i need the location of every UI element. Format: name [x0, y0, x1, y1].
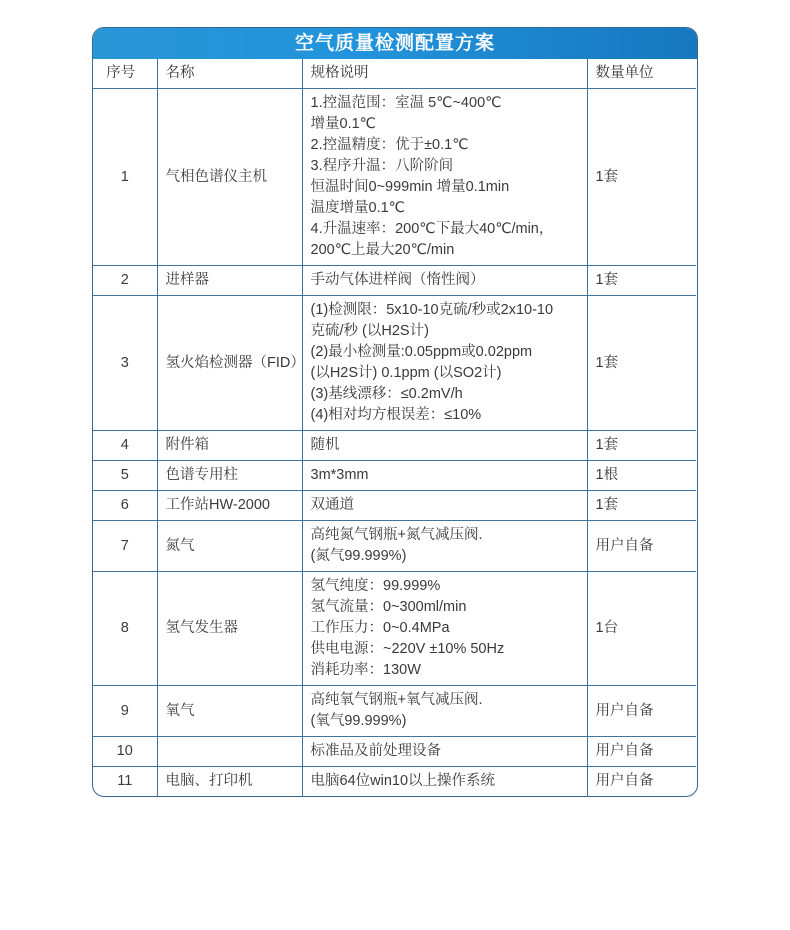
- spec-line: 电脑64位win10以上操作系统: [310, 773, 496, 789]
- spec-line: 氢气纯度：99.999%: [310, 578, 441, 594]
- cell-qty: 1套: [587, 491, 696, 521]
- cell-qty: 1套: [587, 431, 696, 461]
- cell-qty: 1套: [587, 296, 696, 431]
- spec-line: 3.程序升温：八阶阶间: [310, 158, 454, 174]
- spec-line: 随机: [310, 437, 340, 453]
- spec-table-card: [92, 27, 698, 797]
- spec-line: (1)检测限：5x10-10克硫/秒或2x10-10: [310, 302, 554, 318]
- table-row: [93, 89, 696, 266]
- spec-line: 氢气流量：0~300ml/min: [310, 599, 467, 615]
- table-row: [93, 686, 696, 737]
- spec-line: 恒温时间0~999min 增量0.1min: [310, 179, 510, 195]
- cell-name: 氮气: [157, 521, 302, 572]
- spec-line: (3)基线漂移：≤0.2mV/h: [310, 386, 463, 402]
- cell-spec: [302, 491, 587, 521]
- cell-spec: [302, 686, 587, 737]
- cell-no: 2: [93, 266, 157, 296]
- table-body: [93, 89, 696, 797]
- table-row: [93, 296, 696, 431]
- spec-line: 3m*3mm: [310, 467, 369, 483]
- cell-name: 氧气: [157, 686, 302, 737]
- cell-name: 氢火焰检测器（FID）: [157, 296, 302, 431]
- cell-no: 4: [93, 431, 157, 461]
- cell-name: 附件箱: [157, 431, 302, 461]
- cell-spec: [302, 431, 587, 461]
- spec-line: 高纯氮气钢瓶+氮气减压阀.: [310, 527, 483, 543]
- cell-spec: [302, 461, 587, 491]
- spec-line: 手动气体进样阀（惰性阀）: [310, 272, 485, 288]
- table-row: [93, 491, 696, 521]
- spec-line: 工作压力：0~0.4MPa: [310, 620, 450, 636]
- page-title: 空气质量检测配置方案: [93, 28, 697, 59]
- cell-no: 9: [93, 686, 157, 737]
- cell-spec: [302, 521, 587, 572]
- table-row: [93, 767, 696, 797]
- cell-name: 色谱专用柱: [157, 461, 302, 491]
- spec-line: 1.控温范围：室温 5℃~400℃: [310, 95, 502, 111]
- spec-line: (以H2S计) 0.1ppm (以SO2计): [310, 365, 502, 381]
- header-row: [93, 59, 696, 89]
- cell-qty: 用户自备: [587, 686, 696, 737]
- table-row: [93, 572, 696, 686]
- cell-qty: 1套: [587, 266, 696, 296]
- cell-qty: 1根: [587, 461, 696, 491]
- cell-no: 11: [93, 767, 157, 797]
- cell-no: 8: [93, 572, 157, 686]
- cell-qty: 1台: [587, 572, 696, 686]
- spec-line: 克硫/秒 (以H2S计): [310, 323, 429, 339]
- spec-line: 标准品及前处理设备: [310, 743, 441, 759]
- spec-line: (4)相对均方根误差：≤10%: [310, 407, 482, 423]
- spec-line: 消耗功率：130W: [310, 662, 421, 678]
- cell-name: 氢气发生器: [157, 572, 302, 686]
- cell-name: 气相色谱仪主机: [157, 89, 302, 266]
- spec-line: 200℃上最大20℃/min: [310, 242, 455, 258]
- table-row: [93, 737, 696, 767]
- spec-line: 供电电源：~220V ±10% 50Hz: [310, 641, 505, 657]
- cell-spec: [302, 89, 587, 266]
- column-header-spec: 规格说明: [302, 59, 587, 89]
- cell-no: 10: [93, 737, 157, 767]
- cell-no: 7: [93, 521, 157, 572]
- spec-line: (氮气99.999%): [310, 548, 407, 564]
- cell-spec: [302, 572, 587, 686]
- cell-name: 工作站HW-2000: [157, 491, 302, 521]
- cell-no: 5: [93, 461, 157, 491]
- cell-spec: [302, 296, 587, 431]
- table-row: [93, 521, 696, 572]
- spec-line: (氧气99.999%): [310, 713, 407, 729]
- cell-spec: [302, 266, 587, 296]
- cell-no: 6: [93, 491, 157, 521]
- spec-line: 温度增量0.1℃: [310, 200, 405, 216]
- cell-qty: 用户自备: [587, 767, 696, 797]
- cell-name: 电脑、打印机: [157, 767, 302, 797]
- table-row: [93, 266, 696, 296]
- column-header-name: 名称: [157, 59, 302, 89]
- cell-spec: [302, 767, 587, 797]
- cell-no: 3: [93, 296, 157, 431]
- spec-table: [93, 59, 696, 796]
- spec-line: 高纯氧气钢瓶+氧气减压阀.: [310, 692, 483, 708]
- spec-line: 增量0.1℃: [310, 116, 376, 132]
- cell-qty: 用户自备: [587, 737, 696, 767]
- spec-line: 4.升温速率：200℃下最大40℃/min，: [310, 221, 554, 237]
- table-row: [93, 461, 696, 491]
- cell-spec: [302, 737, 587, 767]
- table-row: [93, 431, 696, 461]
- column-header-qty: 数量单位: [587, 59, 696, 89]
- cell-name: 进样器: [157, 266, 302, 296]
- spec-line: 2.控温精度：优于±0.1℃: [310, 137, 469, 153]
- spec-line: (2)最小检测量:0.05ppm或0.02ppm: [310, 344, 533, 360]
- cell-qty: 1套: [587, 89, 696, 266]
- column-header-no: 序号: [93, 59, 157, 89]
- cell-no: 1: [93, 89, 157, 266]
- cell-name: [157, 737, 302, 767]
- spec-line: 双通道: [310, 497, 354, 513]
- cell-qty: 用户自备: [587, 521, 696, 572]
